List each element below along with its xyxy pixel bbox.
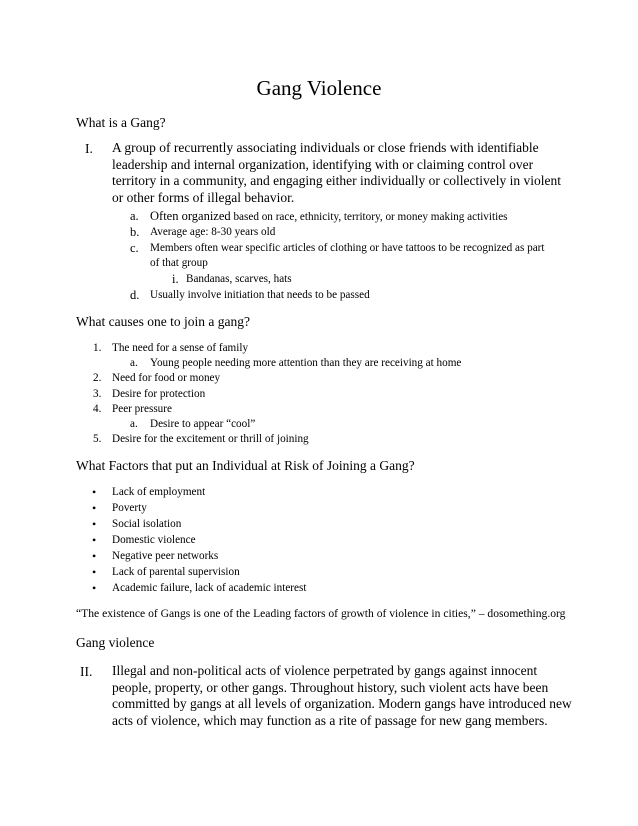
- list-number-4: 4.: [93, 403, 102, 415]
- sub-item-label-b: b.: [130, 225, 140, 239]
- sub-item-label-a: a.: [130, 209, 139, 223]
- sub-item-c-line1: Members often wear specific articles of clothing or have tattoos to be recognized as part: [150, 242, 545, 254]
- list-sub-item-4a: Desire to appear “cool”: [150, 418, 256, 430]
- risk-factor-item: Poverty: [112, 502, 147, 514]
- risk-factor-item: Lack of employment: [112, 486, 206, 498]
- section-heading-risk-factors: What Factors that put an Individual at Risk of Joining a Gang?: [76, 458, 415, 473]
- sub-item-d-text: Usually involve initiation that needs to be passed: [150, 289, 370, 301]
- list-item-2: Need for food or money: [112, 372, 221, 384]
- sub-item-a-text: Often organized based on race, ethnicity, territory, or money making activities: [150, 209, 508, 223]
- list-sub-label-4a: a.: [130, 418, 138, 430]
- bullet-marker: •: [92, 549, 97, 563]
- bullet-marker: •: [92, 533, 97, 547]
- list-number-3: 3.: [93, 388, 102, 400]
- bullet-marker: •: [92, 517, 97, 531]
- list-number-2: 2.: [93, 372, 102, 384]
- list-item-1: The need for a sense of family: [112, 342, 249, 354]
- page-title: Gang Violence: [256, 76, 382, 100]
- roman-numeral-i: I.: [85, 141, 93, 156]
- list-item-3: Desire for protection: [112, 388, 206, 400]
- bullet-marker: •: [92, 485, 97, 499]
- sub-sub-item-label-i: i.: [172, 272, 179, 286]
- risk-factor-item: Social isolation: [112, 518, 182, 530]
- roman-numeral-ii: II.: [80, 664, 93, 679]
- risk-factor-item: Domestic violence: [112, 534, 196, 546]
- section-heading-what-is-a-gang: What is a Gang?: [76, 115, 166, 130]
- bullet-marker: •: [92, 501, 97, 515]
- sub-item-label-d: d.: [130, 288, 140, 302]
- sub-item-label-c: c.: [130, 241, 139, 255]
- risk-factor-item: Negative peer networks: [112, 550, 219, 562]
- sub-item-b-text: Average age: 8-30 years old: [150, 226, 276, 238]
- list-number-5: 5.: [93, 433, 102, 445]
- list-number-1: 1.: [93, 342, 102, 354]
- bullet-marker: •: [92, 565, 97, 579]
- bullet-marker: •: [92, 581, 97, 595]
- section-heading-gang-violence: Gang violence: [76, 635, 155, 650]
- sub-item-c-line2: of that group: [150, 257, 208, 269]
- list-item-5: Desire for the excitement or thrill of joining: [112, 433, 309, 445]
- risk-factor-item: Lack of parental supervision: [112, 566, 240, 578]
- risk-factor-item: Academic failure, lack of academic interest: [112, 582, 307, 594]
- list-sub-item-1a: Young people needing more attention than they are receiving at home: [150, 357, 462, 369]
- gang-violence-paragraph: Illegal and non-political acts of violence perpetrated by gangs against innocent people, property, or other gangs. Throughout history, such violent acts have been committed by gangs at all levels of organization. Modern gangs have introduced new acts of violence, which may function as a rite of passage for new gang members.: [112, 663, 572, 728]
- quote-citation: “The existence of Gangs is one of the Leading factors of growth of violence in cities,” – dosomething.org: [76, 607, 566, 620]
- list-sub-label-1a: a.: [130, 357, 138, 369]
- list-item-4: Peer pressure: [112, 403, 172, 415]
- sub-sub-item-i-text: Bandanas, scarves, hats: [186, 273, 292, 285]
- section-heading-what-causes: What causes one to join a gang?: [76, 314, 250, 329]
- gang-definition-paragraph: A group of recurrently associating individuals or close friends with identifiable leadership and internal organization, identifying with or claiming control over territory in a community, and engaging either individually or collectively in violent or other forms of illegal behavior.: [112, 140, 562, 205]
